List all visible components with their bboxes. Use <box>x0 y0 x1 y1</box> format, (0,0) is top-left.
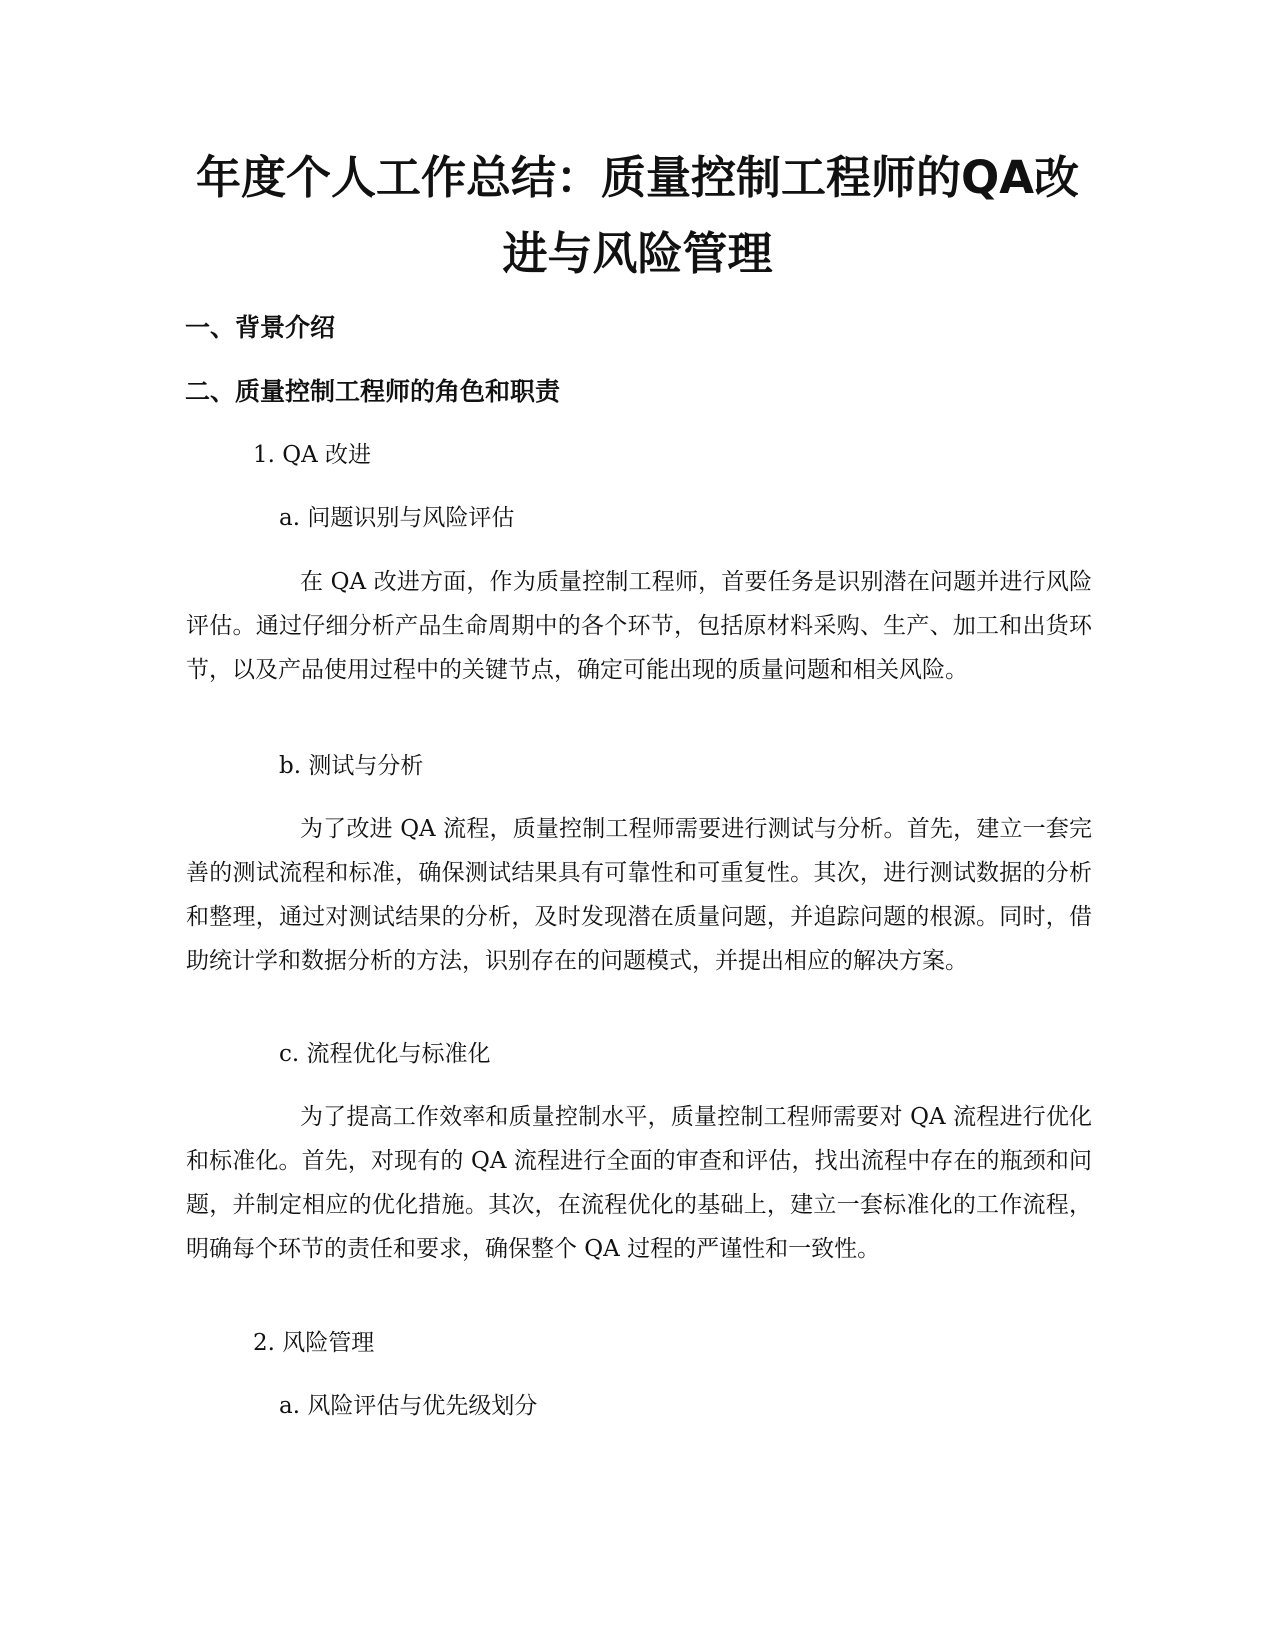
document-title: 年度个人工作总结：质量控制工程师的QA改进与风险管理 <box>195 151 1080 280</box>
list-heading-qa-improvement: 1. QA 改进 <box>253 442 372 468</box>
paragraph-process-optimization: 为了提高工作效率和质量控制水平，质量控制工程师需要对 QA 流程进行优化和标准化。首先，对现有的 QA 流程进行全面的审查和评估，找出流程中存在的瓶颈和问题，并制定相应的优化措施。其次，在流程优化的基础上，建立一套标准化的工作流程，明确每个环节的责任和要求，确保整个 QA 过程的严谨性和一致性。 <box>186 1104 1092 1262</box>
paragraph-problem-identification: 在 QA 改进方面，作为质量控制工程师，首要任务是识别潜在问题并进行风险评估。通过仔细分析产品生命周期中的各个环节，包括原材料采购、生产、加工和出货环节，以及产品使用过程中的关键节点，确定可能出现的质量问题和相关风险。 <box>186 569 1092 683</box>
section-heading-roles: 二、质量控制工程师的角色和职责 <box>185 377 561 406</box>
list-heading-risk-management: 2. 风险管理 <box>253 1330 375 1356</box>
section-heading-background: 一、背景介绍 <box>185 313 336 342</box>
sub-heading-risk-assessment: a. 风险评估与优先级划分 <box>279 1393 538 1419</box>
paragraph-testing-analysis: 为了改进 QA 流程，质量控制工程师需要进行测试与分析。首先，建立一套完善的测试流程和标准，确保测试结果具有可靠性和可重复性。其次，进行测试数据的分析和整理，通过对测试结果的分析，及时发现潜在质量问题，并追踪问题的根源。同时，借助统计学和数据分析的方法，识别存在的问题模式，并提出相应的解决方案。 <box>186 816 1092 974</box>
sub-heading-process-optimization: c. 流程优化与标准化 <box>279 1041 491 1067</box>
sub-heading-problem-identification: a. 问题识别与风险评估 <box>279 505 515 531</box>
sub-heading-testing-analysis: b. 测试与分析 <box>279 753 424 779</box>
